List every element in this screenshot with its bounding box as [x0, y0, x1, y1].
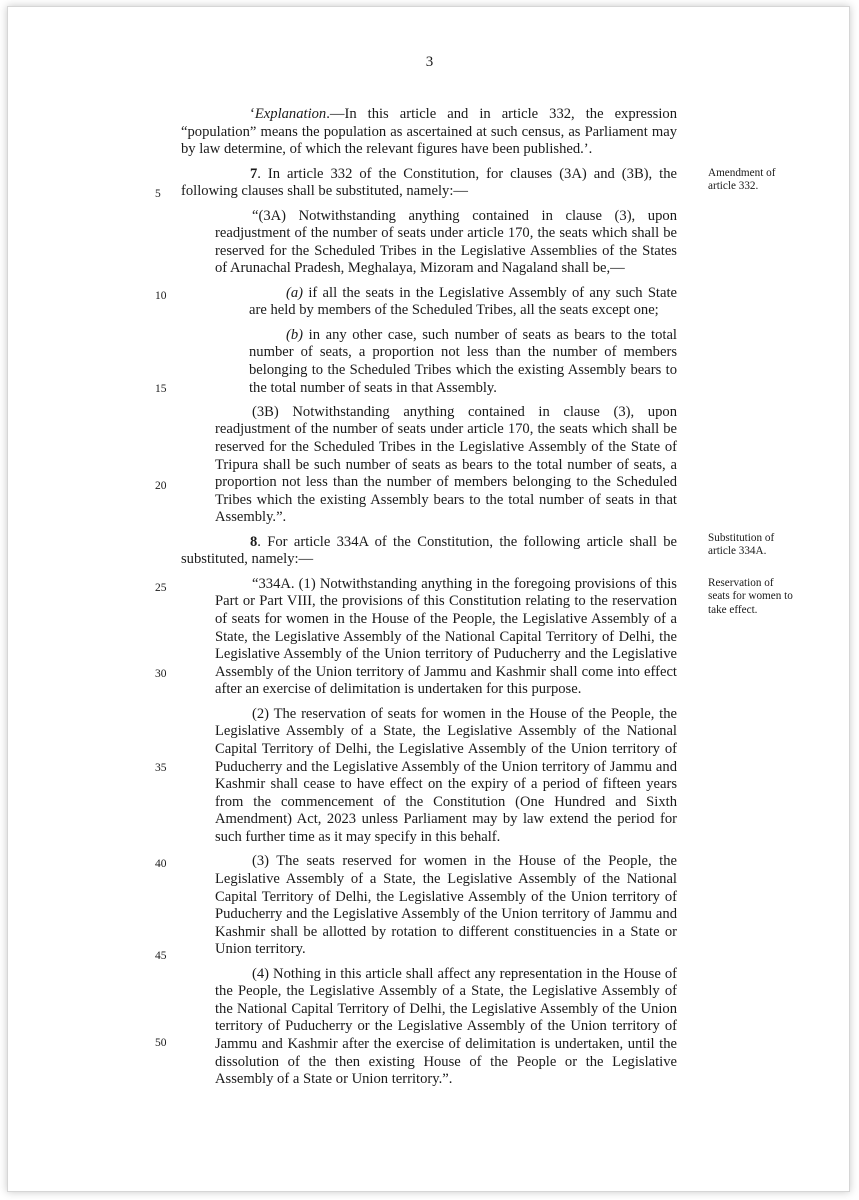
- line-number-20: 20: [155, 480, 167, 492]
- section-8-number: 8: [250, 533, 258, 550]
- section-7-text: . In article 332 of the Constitution, for clauses (3A) and (3B), the following clauses shall be substituted, namely:—: [181, 165, 677, 200]
- explanation-open-quote: ‘: [250, 106, 255, 122]
- clause-3a-sub-b: [249, 327, 677, 397]
- page-number: 3: [425, 54, 434, 70]
- clause-3b: (3B) Notwithstanding anything contained in clause (3), upon readjustment of the number of seats under article 170, the seats which shall be reserved for the Scheduled Tribes in the Legislative Assembly of the State of Tripura shall be such number of seats as bears to the total number of seats, a proportion not less than the number of members belonging to the Scheduled Tribes which the existing Assembly bears to the total number of seats in that Assembly.”.: [215, 403, 677, 526]
- line-number-10: 10: [155, 290, 167, 302]
- line-number-45: 45: [155, 950, 167, 962]
- clause-3a: “(3A) Notwithstanding anything contained in clause (3), upon readjustment of the number of seats under article 170, the seats which shall be reserved for the Scheduled Tribes in the Legislative Assemblies of the States of Arunachal Pradesh, Meghalaya, Mizoram and Nagaland shall be,—: [215, 207, 677, 277]
- article-334a-para-2: (2) The reservation of seats for women in the House of the People, the Legislative Assembly of a State, the Legislative Assembly of the National Capital Territory of Delhi, the Legislative Assembly of the Union territory of Puducherry and the Legislative Assembly of the Union territory of Jammu and Kashmir shall cease to have effect on the expiry of a period of fifteen years from the commencement of the Constitution (One Hundred and Sixth Amendment) Act, 2023 unless Parliament may by law extend the period for such further time as it may specify in this behalf.: [215, 705, 677, 845]
- section-8: [181, 534, 677, 569]
- clause-3a-sub-a: [249, 285, 677, 320]
- clause-3a-sub-b-label: (b): [286, 326, 304, 343]
- margin-note-amendment-332: Amendment of article 332.: [708, 167, 776, 193]
- section-7-number: 7: [250, 165, 258, 182]
- section-7: [181, 166, 677, 201]
- article-334a-para-3: (3) The seats reserved for women in the House of the People, the Legislative Assembly of a State, the Legislative Assembly of the National Capital Territory of Delhi, the Legislative Assembly of the Union territory of Puducherry and the Legislative Assembly of the Union territory of Jammu and Kashmir shall be allotted by rotation to different constituencies in a State or Union territory.: [215, 853, 677, 958]
- explanation-text: .—In this article and in article 332, the expression “population” means the population as ascertained at such census, as Parliament may by law determine, of which the relevant figures have been published.’.: [181, 106, 677, 158]
- line-number-15: 15: [155, 383, 167, 395]
- explanation-label: Explanation: [254, 106, 327, 122]
- section-8-text: . For article 334A of the Constitution, the following article shall be substituted, namely:—: [181, 533, 677, 568]
- article-334a-para-4: (4) Nothing in this article shall affect any representation in the House of the People, the Legislative Assembly of a State, the Legislative Assembly of the National Capital Territory of Delhi, the Legislative Assembly of the Union territory of Puducherry or the Legislative Assembly of the Union territory of Jammu and Kashmir after the exercise of delimitation is undertaken, until the dissolution of the then existing House of the People or the Legislative Assembly of a State or Union territory.”.: [215, 965, 677, 1088]
- article-334a-para-1: “334A. (1) Notwithstanding anything in the foregoing provisions of this Part or Part VIII, the provisions of this Constitution relating to the reservation of seats for women in the House of the People, the Legislative Assembly of a State, the Legislative Assembly of the National Capital Territory of Delhi, the Legislative Assembly of the Union territory of Puducherry and the Legislative Assembly of the Union territory of Jammu and Kashmir shall come into effect after an exercise of delimitation is undertaken for this purpose.: [215, 575, 677, 698]
- line-number-30: 30: [155, 668, 167, 680]
- line-number-5: 5: [155, 188, 161, 200]
- line-number-25: 25: [155, 582, 167, 594]
- line-number-50: 50: [155, 1037, 167, 1049]
- margin-note-reservation-women: Reservation of seats for women to take effect.: [708, 577, 793, 616]
- explanation-paragraph: [181, 106, 677, 159]
- body-text: [181, 106, 677, 1096]
- line-number-35: 35: [155, 762, 167, 774]
- line-number-40: 40: [155, 858, 167, 870]
- clause-3a-sub-a-label: (a): [286, 284, 304, 301]
- margin-note-substitution-334a: Substitution of article 334A.: [708, 532, 775, 558]
- clause-3a-sub-b-text: in any other case, such number of seats as bears to the total number of seats, a proportion not less than the number of members belonging to the Scheduled Tribes which the existing Assembly bears to the total number of seats in that Assembly.: [249, 326, 677, 396]
- clause-3a-sub-a-text: if all the seats in the Legislative Assembly of any such State are held by members of the Scheduled Tribes, all the seats except one;: [249, 284, 677, 319]
